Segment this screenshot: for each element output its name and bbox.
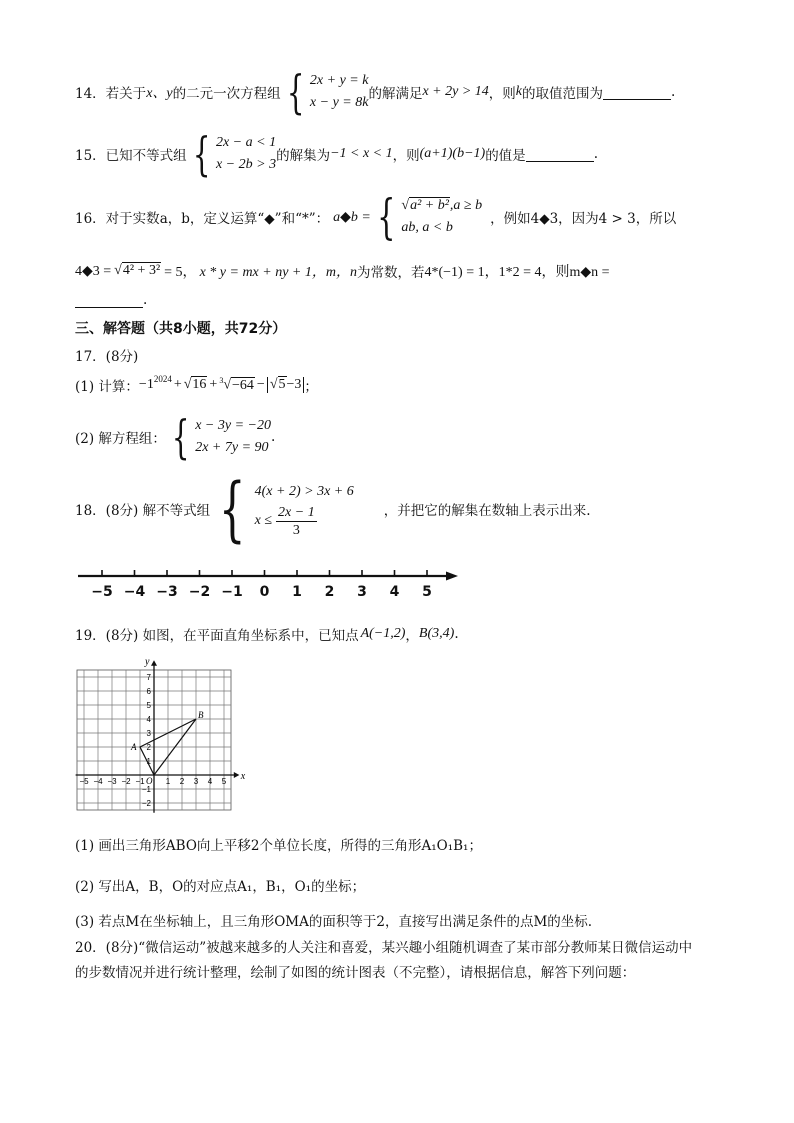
number-line-label: −4	[123, 584, 146, 600]
q18-ineq1: 4(x + 2) > 3x + 6	[254, 483, 354, 499]
question-15: 15．已知不等式组 { 2x − a < 1 x − 2b > 3 的解集为 −1 < x < 1 ，则 (a+1)(b−1) 的值是 .	[75, 127, 598, 181]
q14-prefix: 14．若关于	[75, 86, 147, 102]
question-14: 14．若关于 x、y 的二元一次方程组 { 2x + y = k x − y = 8k 的解满足 x + 2y > 14 ，则 k 的取值范围为 .	[75, 65, 676, 119]
q14-k: k	[515, 84, 522, 99]
q15-ineq2: x − 2b > 3	[215, 157, 277, 172]
question-16-line2: 4◆3 = √4² + 3² = 5， x * y = mx + ny + 1，m，n 为常数，若 4*(−1) = 1，1*2 = 4，则m◆n =	[75, 263, 610, 281]
q15-sol: −1 < x < 1	[330, 146, 393, 161]
brace-icon: {	[171, 410, 190, 464]
q18-tail: ，并把它的解集在数轴上表示出来.	[383, 503, 591, 519]
q16-line2-b: = 5，	[164, 265, 197, 280]
q16-answer-blank[interactable]	[75, 293, 143, 308]
number-line-label: 2	[324, 584, 335, 600]
q17-p2-eq2: 2x + 7y = 90	[195, 440, 269, 455]
q16-op: a◆b =	[333, 209, 371, 225]
q16-case1-cond: ,a ≥ b	[449, 198, 483, 213]
q15-tail2: 的值是	[485, 148, 526, 164]
q16-line2-a: 4◆3 =	[75, 263, 112, 279]
arrow-right-icon	[446, 572, 458, 581]
q14-eq2: x − y = 8k	[309, 95, 369, 110]
q17-p1-minus: −	[256, 377, 265, 392]
q17-p1-abs-root: 5	[278, 377, 286, 392]
x-tick-label: 4	[207, 777, 213, 786]
point-b-label: B	[198, 710, 204, 720]
q17-p1-exp: 2024	[153, 374, 172, 384]
q16-prefix: 16．对于实数	[75, 211, 160, 227]
q18-ineq2-num: 2x − 1	[278, 504, 315, 520]
q17-part1: (1) 计算： −1 $^{2024}$ + √16 + $^3$√−64 − √5−3 ；	[75, 374, 318, 395]
number-line[interactable]	[70, 562, 470, 604]
q19-part1: (1) 画出三角形ABO向上平移2个单位长度，所得的三角形A₁O₁B₁；	[75, 838, 482, 854]
x-axis-arrow-icon	[234, 772, 240, 778]
q17-p2-label: (2) 解方程组：	[75, 431, 166, 447]
x-axis-label: x	[240, 771, 246, 782]
q20-line1: 20．(8分)“微信运动”被越来越多的人关注和喜爱，某兴趣小组随机调查了某市部分教师某日微信运动中	[75, 940, 693, 956]
q14-tail2: 的取值范围为	[522, 86, 603, 102]
q16-line2-d: 为常数，若	[356, 265, 425, 281]
q16-line2-e: 4*(−1) = 1，1*2 = 4，则m◆n =	[424, 265, 610, 280]
q19-part2: (2) 写出A，B，O的对应点A₁，B₁，O₁的坐标；	[75, 879, 366, 895]
y-tick-label: 7	[146, 673, 151, 682]
q14-mid: 的二元一次方程组	[172, 86, 281, 102]
q15-answer-blank[interactable]	[526, 147, 594, 162]
x-tick-label: 1	[165, 777, 171, 786]
y-axis-label: y	[145, 656, 150, 668]
y-tick-label: 6	[146, 687, 151, 696]
q15-system	[187, 127, 277, 181]
brace-icon: {	[219, 468, 246, 550]
q17-p1-abs-tail: −3	[286, 377, 302, 392]
number-line-label: 0	[259, 584, 270, 600]
q18-ineq2-den: 3	[292, 522, 300, 538]
number-line-label: −1	[221, 584, 243, 600]
q16-line2-c: x * y = mx + ny + 1，m，n	[199, 265, 357, 280]
number-line-label: −2	[188, 584, 211, 600]
number-line-label: 1	[292, 584, 302, 600]
q18-header: 18．(8分) 解不等式组	[75, 503, 211, 519]
number-line-label: 3	[357, 584, 367, 600]
q17-p1-a: −1	[138, 377, 154, 392]
q14-system	[281, 65, 369, 119]
brace-icon: {	[192, 127, 211, 181]
q14-tail: ，则	[488, 86, 516, 102]
x-tick-label: 3	[193, 777, 199, 786]
number-line-label: 4	[389, 584, 400, 600]
x-tick-label: −2	[121, 777, 131, 786]
y-tick-label: 3	[146, 729, 151, 738]
q17-p1-sqrt16: 16	[192, 377, 207, 392]
q17-part2	[75, 410, 276, 464]
coordinate-grid	[72, 655, 246, 815]
q19-point-a: A(−1,2)	[360, 626, 406, 641]
number-line-ticks	[91, 570, 432, 600]
x-tick-label: 2	[179, 777, 185, 786]
y-tick-label: 2	[146, 743, 151, 752]
origin-label: O	[146, 776, 153, 786]
q15-ineq1: 2x − a < 1	[215, 135, 277, 150]
q19-sep: ，	[405, 628, 419, 644]
q17-p1-label: (1) 计算：	[75, 379, 139, 395]
q16-cases: { √a² + b²,a ≥ b ab, a < b	[376, 189, 483, 245]
q14-cond: x + 2y > 14	[422, 84, 489, 99]
triangle-abo	[130, 710, 204, 775]
x-tick-label: −5	[79, 777, 89, 786]
x-tick-label: −4	[93, 777, 103, 786]
q14-eq1: 2x + y = k	[309, 73, 369, 88]
x-tick-label: −1	[135, 777, 145, 786]
number-line-label: −5	[91, 584, 113, 600]
q15-tail: ，则	[392, 148, 420, 164]
number-line-label: 5	[422, 584, 432, 600]
q17-p1-plus1: +	[173, 377, 182, 392]
q19-header: 19．(8分) 如图，在平面直角坐标系中，已知点	[75, 628, 359, 644]
y-tick-label: −1	[141, 785, 151, 794]
y-axis-arrow-icon	[151, 660, 157, 666]
q14-vars: x、y	[146, 86, 173, 101]
q15-expr: (a+1)(b−1)	[419, 146, 486, 161]
brace-icon: {	[286, 65, 305, 119]
brace-icon: {	[376, 189, 396, 245]
q15-mid: 的解集为	[276, 148, 331, 164]
y-tick-label: 1	[146, 757, 151, 766]
q17-p1-cbrt: −64	[232, 377, 254, 393]
q18-system	[210, 468, 354, 550]
q15-prefix: 15．已知不等式组	[75, 148, 187, 164]
q17-p1-cbrt-index: 3	[219, 376, 224, 386]
question-19	[75, 624, 459, 644]
y-tick-label: −2	[141, 799, 151, 808]
q17-p2-end: .	[270, 429, 276, 445]
q17-p1-plus2: +	[209, 377, 218, 392]
q14-answer-blank[interactable]	[603, 85, 671, 100]
section-3-title: 三、解答题（共8小题，共72分）	[75, 321, 287, 337]
x-tick-label: 5	[221, 777, 227, 786]
q14-cond-pre: 的解满足	[368, 86, 423, 102]
y-tick-label: 4	[146, 715, 151, 724]
q19-point-b: B(3,4)	[418, 626, 455, 641]
grid-labels	[79, 656, 245, 808]
q20-line2: 的步数情况并进行统计整理，绘制了如图的统计图表（不完整），请根据信息，解答下列问题：	[75, 965, 636, 981]
q17-p2-system	[166, 410, 271, 464]
q16-vars: a，b，定义运算“◆”和“*”：	[159, 211, 330, 227]
q16-example: ，例如4◆3，因为4 > 3，所以	[490, 211, 677, 227]
question-16	[75, 189, 677, 245]
q16-case1-root: a² + b²	[410, 198, 449, 213]
x-tick-label: −3	[107, 777, 117, 786]
q16-case2: ab, a < b	[401, 220, 453, 235]
question-18	[75, 468, 591, 550]
point-a-label: A	[131, 742, 137, 752]
q17-p1-end: ；	[304, 379, 318, 395]
grid-lines	[76, 660, 240, 813]
y-tick-label: 5	[146, 701, 151, 710]
q16-line2-root: 4² + 3²	[122, 263, 161, 278]
q16-answer-line: .	[75, 292, 147, 308]
q18-ineq2-lhs: x ≤	[254, 513, 273, 528]
number-line-label: −3	[156, 584, 178, 600]
q19-part3: (3) 若点M在坐标轴上，且三角形OMA的面积等于2，直接写出满足条件的点M的坐标.	[75, 914, 593, 930]
q17-header: 17．(8分)	[75, 349, 139, 365]
q19-end: .	[454, 626, 459, 642]
q17-p2-eq1: x − 3y = −20	[195, 418, 271, 433]
